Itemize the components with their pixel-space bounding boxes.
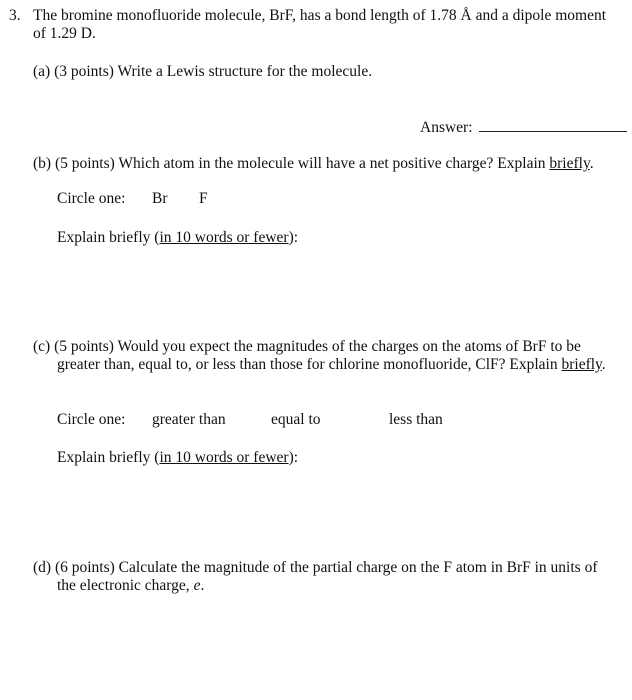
part-b-explain bbox=[57, 229, 298, 247]
electronic-charge-symbol: e bbox=[193, 577, 201, 594]
part-b-circle-label: Circle one: bbox=[57, 190, 126, 207]
part-d-prompt-line2 bbox=[57, 577, 204, 595]
option-greater-than[interactable]: greater than bbox=[152, 411, 226, 428]
part-c-text: greater than, equal to, or less than those for chlorine monofluoride, ClF? Explain bbox=[57, 356, 558, 373]
part-d-prompt-line1: (d) (6 points) Calculate the magnitude of the partial charge on the F atom in BrF in units of bbox=[33, 559, 598, 576]
option-less-than[interactable]: less than bbox=[389, 411, 443, 428]
question-number: 3. bbox=[9, 7, 21, 24]
part-c-explain bbox=[57, 449, 298, 467]
option-f[interactable]: F bbox=[199, 190, 208, 207]
explain-emphasis: in 10 words or fewer bbox=[159, 449, 289, 466]
answer-label: Answer: bbox=[420, 119, 473, 136]
part-c-circle-label: Circle one: bbox=[57, 411, 126, 428]
question-text-line2: of 1.29 D. bbox=[33, 25, 96, 42]
part-d-end: . bbox=[200, 577, 205, 594]
explain-suffix: ): bbox=[288, 449, 299, 466]
part-a-answer-row bbox=[420, 117, 627, 137]
answer-blank-line[interactable] bbox=[479, 117, 627, 132]
part-b-emphasis: briefly bbox=[549, 155, 590, 172]
part-b-end: . bbox=[589, 155, 594, 172]
part-d-text: the electronic charge, bbox=[57, 577, 194, 594]
part-c-emphasis: briefly bbox=[561, 356, 602, 373]
question-text-line1: The bromine monofluoride molecule, BrF, has a bond length of 1.78 Å and a dipole moment bbox=[33, 7, 607, 24]
part-c-prompt-line2 bbox=[57, 356, 606, 374]
part-b-prompt bbox=[33, 155, 594, 173]
explain-prefix: Explain briefly ( bbox=[57, 449, 160, 466]
explain-suffix: ): bbox=[288, 229, 299, 246]
explain-prefix: Explain briefly ( bbox=[57, 229, 160, 246]
part-c-prompt-line1: (c) (5 points) Would you expect the magnitudes of the charges on the atoms of BrF to be bbox=[33, 338, 581, 355]
option-br[interactable]: Br bbox=[152, 190, 168, 207]
part-a-prompt: (a) (3 points) Write a Lewis structure for the molecule. bbox=[33, 63, 373, 80]
option-equal-to[interactable]: equal to bbox=[271, 411, 321, 428]
explain-emphasis: in 10 words or fewer bbox=[159, 229, 289, 246]
part-c-end: . bbox=[601, 356, 606, 373]
part-b-text: (b) (5 points) Which atom in the molecule will have a net positive charge? Explain bbox=[33, 155, 546, 172]
